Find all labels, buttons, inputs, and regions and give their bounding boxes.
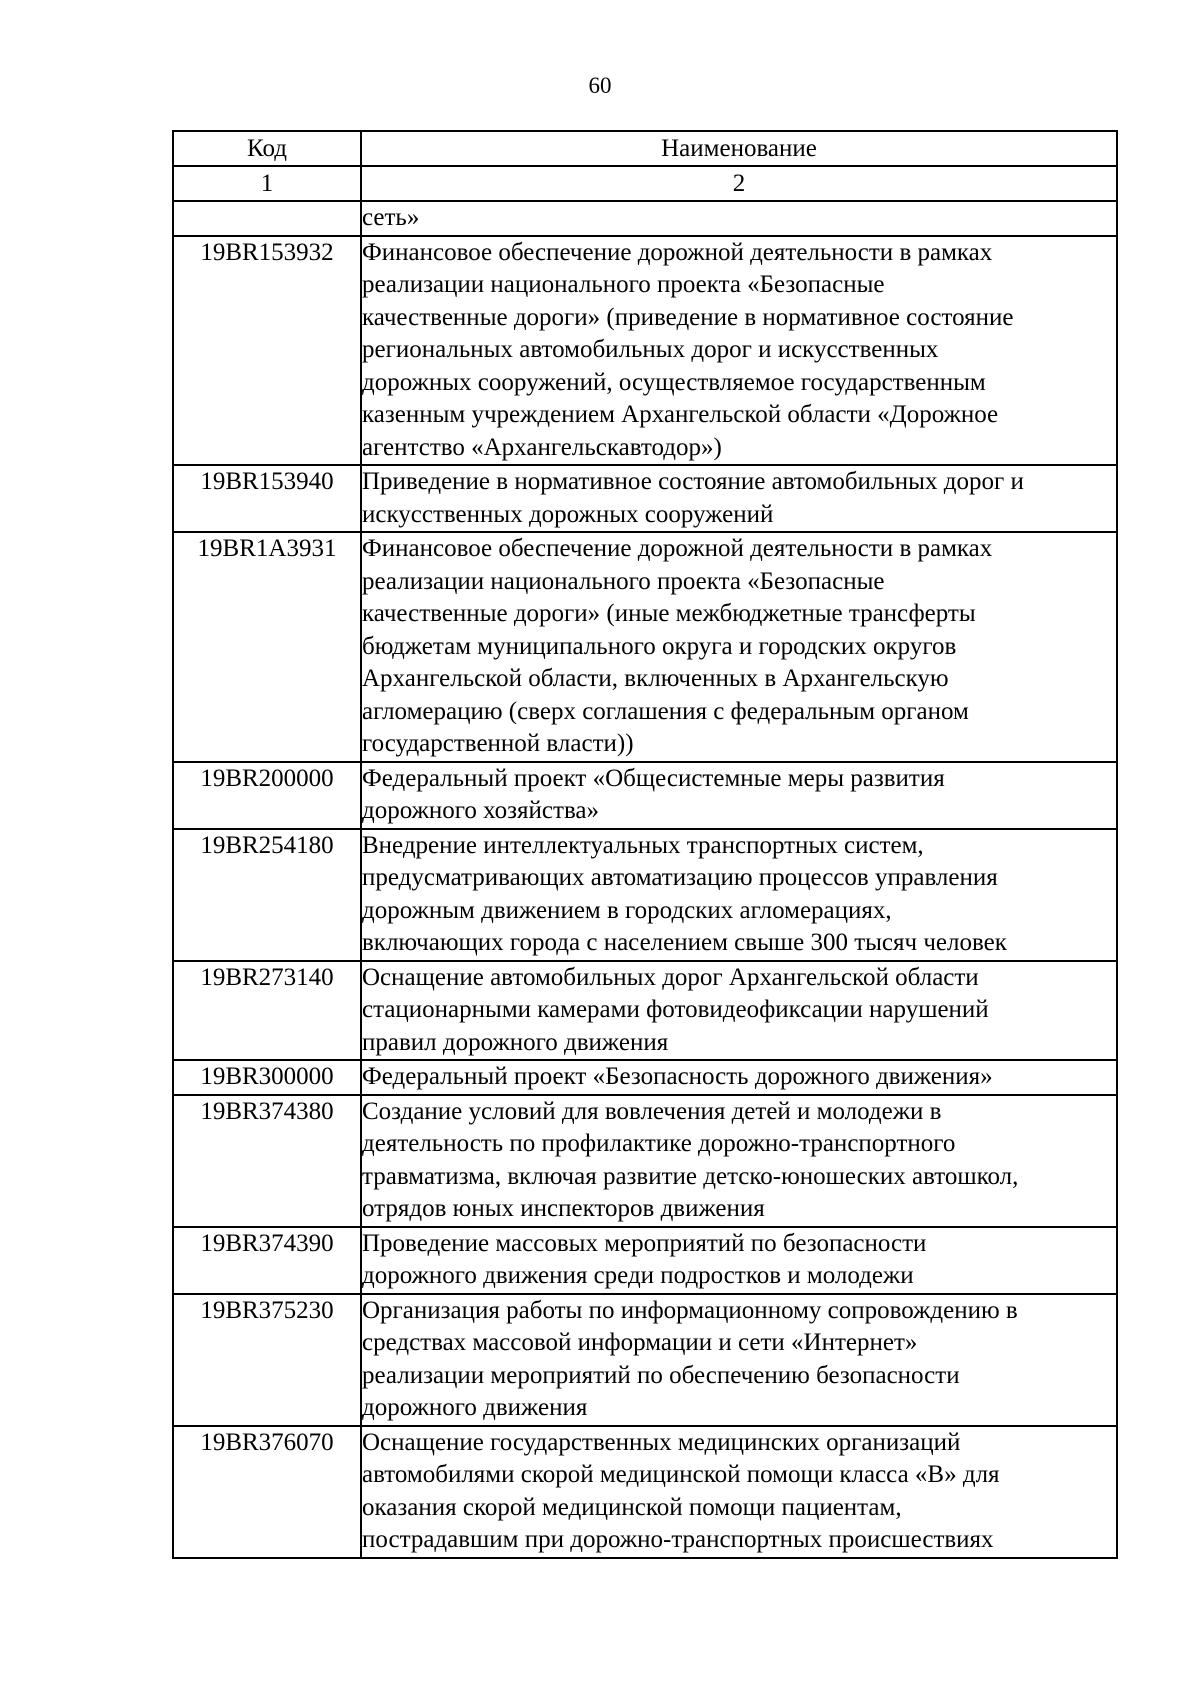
header-row [173, 131, 1117, 166]
row-name: сеть» [361, 201, 1117, 236]
row-name: Оснащение государственных медицинских организаций автомобилями скорой медицинской помощи класса «В» для оказания скорой медицинской помощи пациентам, пострадавшим при дорожно-транспортных происшествиях [361, 1426, 1117, 1558]
table-row [173, 1294, 1117, 1426]
row-name: Внедрение интеллектуальных транспортных систем, предусматривающих автоматизацию процессов управления дорожным движением в городских агломерациях, включающих города с населением свыше 300 тысяч человек [361, 829, 1117, 961]
row-code: 19BR200000 [173, 762, 361, 829]
table-row [173, 829, 1117, 961]
table-row [173, 532, 1117, 762]
table-row [173, 1060, 1117, 1095]
row-code [173, 201, 361, 236]
row-code: 19BR1A3931 [173, 532, 361, 762]
row-name: Оснащение автомобильных дорог Архангельской области стационарными камерами фотовидеофиксации нарушений правил дорожного движения [361, 961, 1117, 1061]
table-row [173, 201, 1117, 236]
row-name: Федеральный проект «Безопасность дорожного движения» [361, 1060, 1117, 1095]
row-code: 19BR153932 [173, 236, 361, 466]
table-row [173, 1426, 1117, 1558]
row-code: 19BR376070 [173, 1426, 361, 1558]
table-row [173, 465, 1117, 532]
row-code: 19BR375230 [173, 1294, 361, 1426]
row-code: 19BR374390 [173, 1227, 361, 1294]
budget-codes-table [172, 130, 1118, 1559]
row-code: 19BR153940 [173, 465, 361, 532]
column-number-2: 2 [361, 166, 1117, 201]
table-row [173, 961, 1117, 1061]
row-name: Проведение массовых мероприятий по безопасности дорожного движения среди подростков и молодежи [361, 1227, 1117, 1294]
row-code: 19BR374380 [173, 1095, 361, 1227]
table-row [173, 1095, 1117, 1227]
row-name: Финансовое обеспечение дорожной деятельности в рамках реализации национального проекта «Безопасные качественные дороги» (иные межбюджетные трансферты бюджетам муниципального округа и городских округов Архангельской области, включенных в Архангельскую агломерацию (сверх соглашения с федеральным органом государственной власти)) [361, 532, 1117, 762]
table-row [173, 236, 1117, 466]
row-code: 19BR273140 [173, 961, 361, 1061]
header-name: Наименование [361, 131, 1117, 166]
header-code: Код [173, 131, 361, 166]
column-number-1: 1 [173, 166, 361, 201]
table-row [173, 762, 1117, 829]
table-row [173, 1227, 1117, 1294]
row-name: Создание условий для вовлечения детей и молодежи в деятельность по профилактике дорожно-транспортного травматизма, включая развитие детско-юношеских автошкол, отрядов юных инспекторов движения [361, 1095, 1117, 1227]
row-code: 19BR300000 [173, 1060, 361, 1095]
column-number-row [173, 166, 1117, 201]
row-name: Приведение в нормативное состояние автомобильных дорог и искусственных дорожных сооружений [361, 465, 1117, 532]
page-number: 60 [588, 73, 612, 98]
row-code: 19BR254180 [173, 829, 361, 961]
row-name: Финансовое обеспечение дорожной деятельности в рамках реализации национального проекта «Безопасные качественные дороги» (приведение в нормативное состояние региональных автомобильных дорог и искусственных дорожных сооружений, осуществляемое государственным казенным учреждением Архангельской области «Дорожное агентство «Архангельскавтодор») [361, 236, 1117, 466]
row-name: Федеральный проект «Общесистемные меры развития дорожного хозяйства» [361, 762, 1117, 829]
row-name: Организация работы по информационному сопровождению в средствах массовой информации и сети «Интернет» реализации мероприятий по обеспечению безопасности дорожного движения [361, 1294, 1117, 1426]
